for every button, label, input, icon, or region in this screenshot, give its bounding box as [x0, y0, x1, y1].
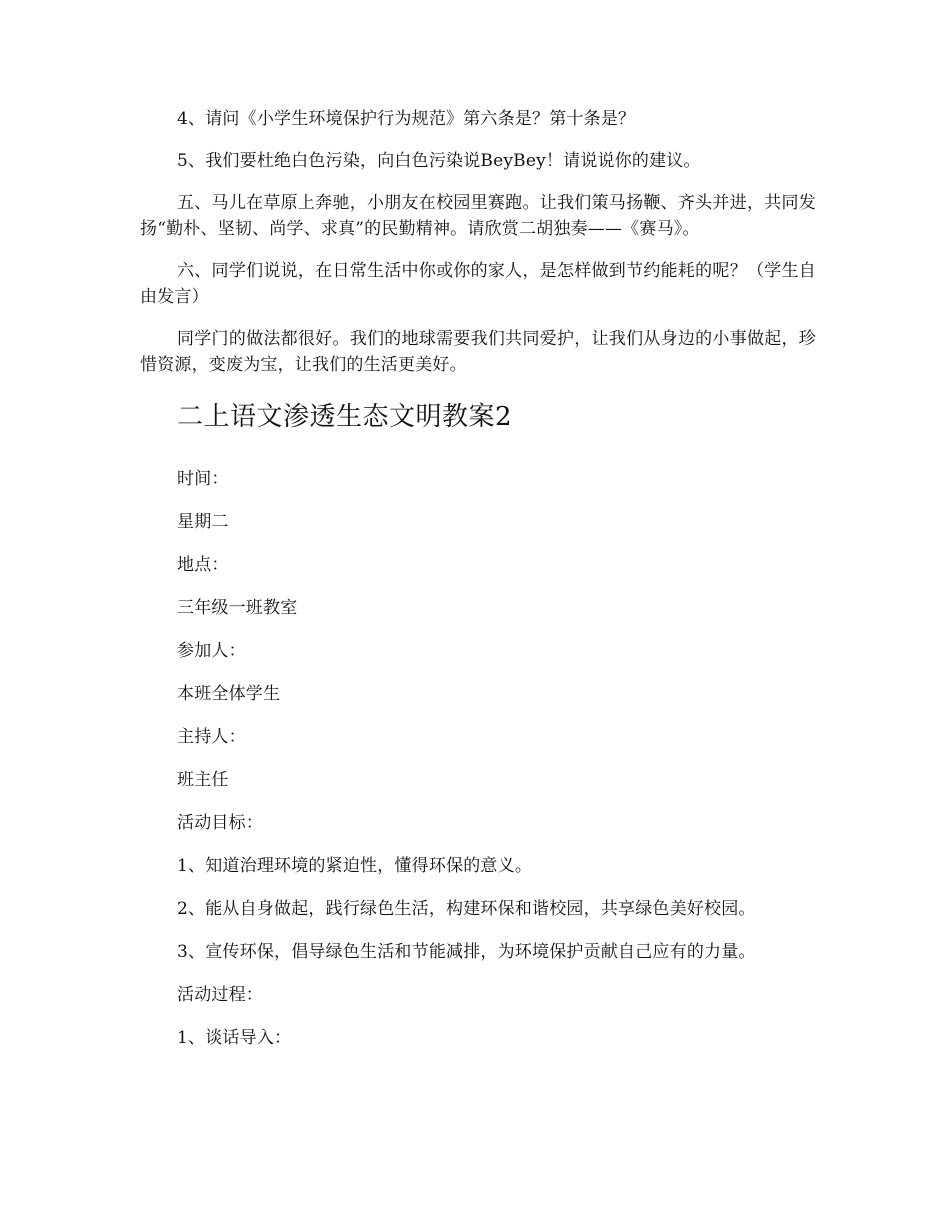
section-title: 二上语文渗透生态文明教案2 [177, 402, 513, 432]
goal-item-3: 3、宣传环保，倡导绿色生活和节能减排，为环境保护贡献自己应有的力量。 [177, 942, 756, 962]
participants-value: 本班全体学生 [177, 684, 281, 704]
paragraph-section-five: 五、马儿在草原上奔驰，小朋友在校园里赛跑。让我们策马扬鞭、齐头并进，共同发扬“勤朴、坚韧、尚学、求真”的民勤精神。请欣赏二胡独奏——《赛马》。 [140, 193, 816, 239]
time-label: 时间： [177, 469, 229, 489]
document-page [140, 106, 816, 1068]
paragraph-question-4: 4、请问《小学生环境保护行为规范》第六条是？第十条是？ [177, 109, 636, 129]
goal-item-1: 1、知道治理环境的紧迫性，懂得环保的意义。 [177, 856, 533, 876]
process-item-1: 1、谈话导入： [177, 1028, 292, 1048]
goals-label: 活动目标： [177, 813, 263, 833]
paragraph-question-5: 5、我们要杜绝白色污染，向白色污染说BeyBey！请说说你的建议。 [177, 151, 701, 171]
host-value: 班主任 [177, 770, 229, 790]
location-label: 地点： [177, 555, 229, 575]
location-value: 三年级一班教室 [177, 598, 298, 618]
paragraph-closing: 同学门的做法都很好。我们的地球需要我们共同爱护，让我们从身边的小事做起，珍惜资源，变废为宝，让我们的生活更美好。 [140, 329, 816, 375]
paragraph-section-six: 六、同学们说说，在日常生活中你或你的家人，是怎样做到节约能耗的呢？（学生自由发言） [140, 261, 816, 307]
host-label: 主持人： [177, 727, 246, 747]
time-value: 星期二 [177, 512, 229, 532]
process-label: 活动过程： [177, 985, 263, 1005]
participants-label: 参加人： [177, 641, 246, 661]
goal-item-2: 2、能从自身做起，践行绿色生活，构建环保和谐校园，共享绿色美好校园。 [177, 899, 756, 919]
